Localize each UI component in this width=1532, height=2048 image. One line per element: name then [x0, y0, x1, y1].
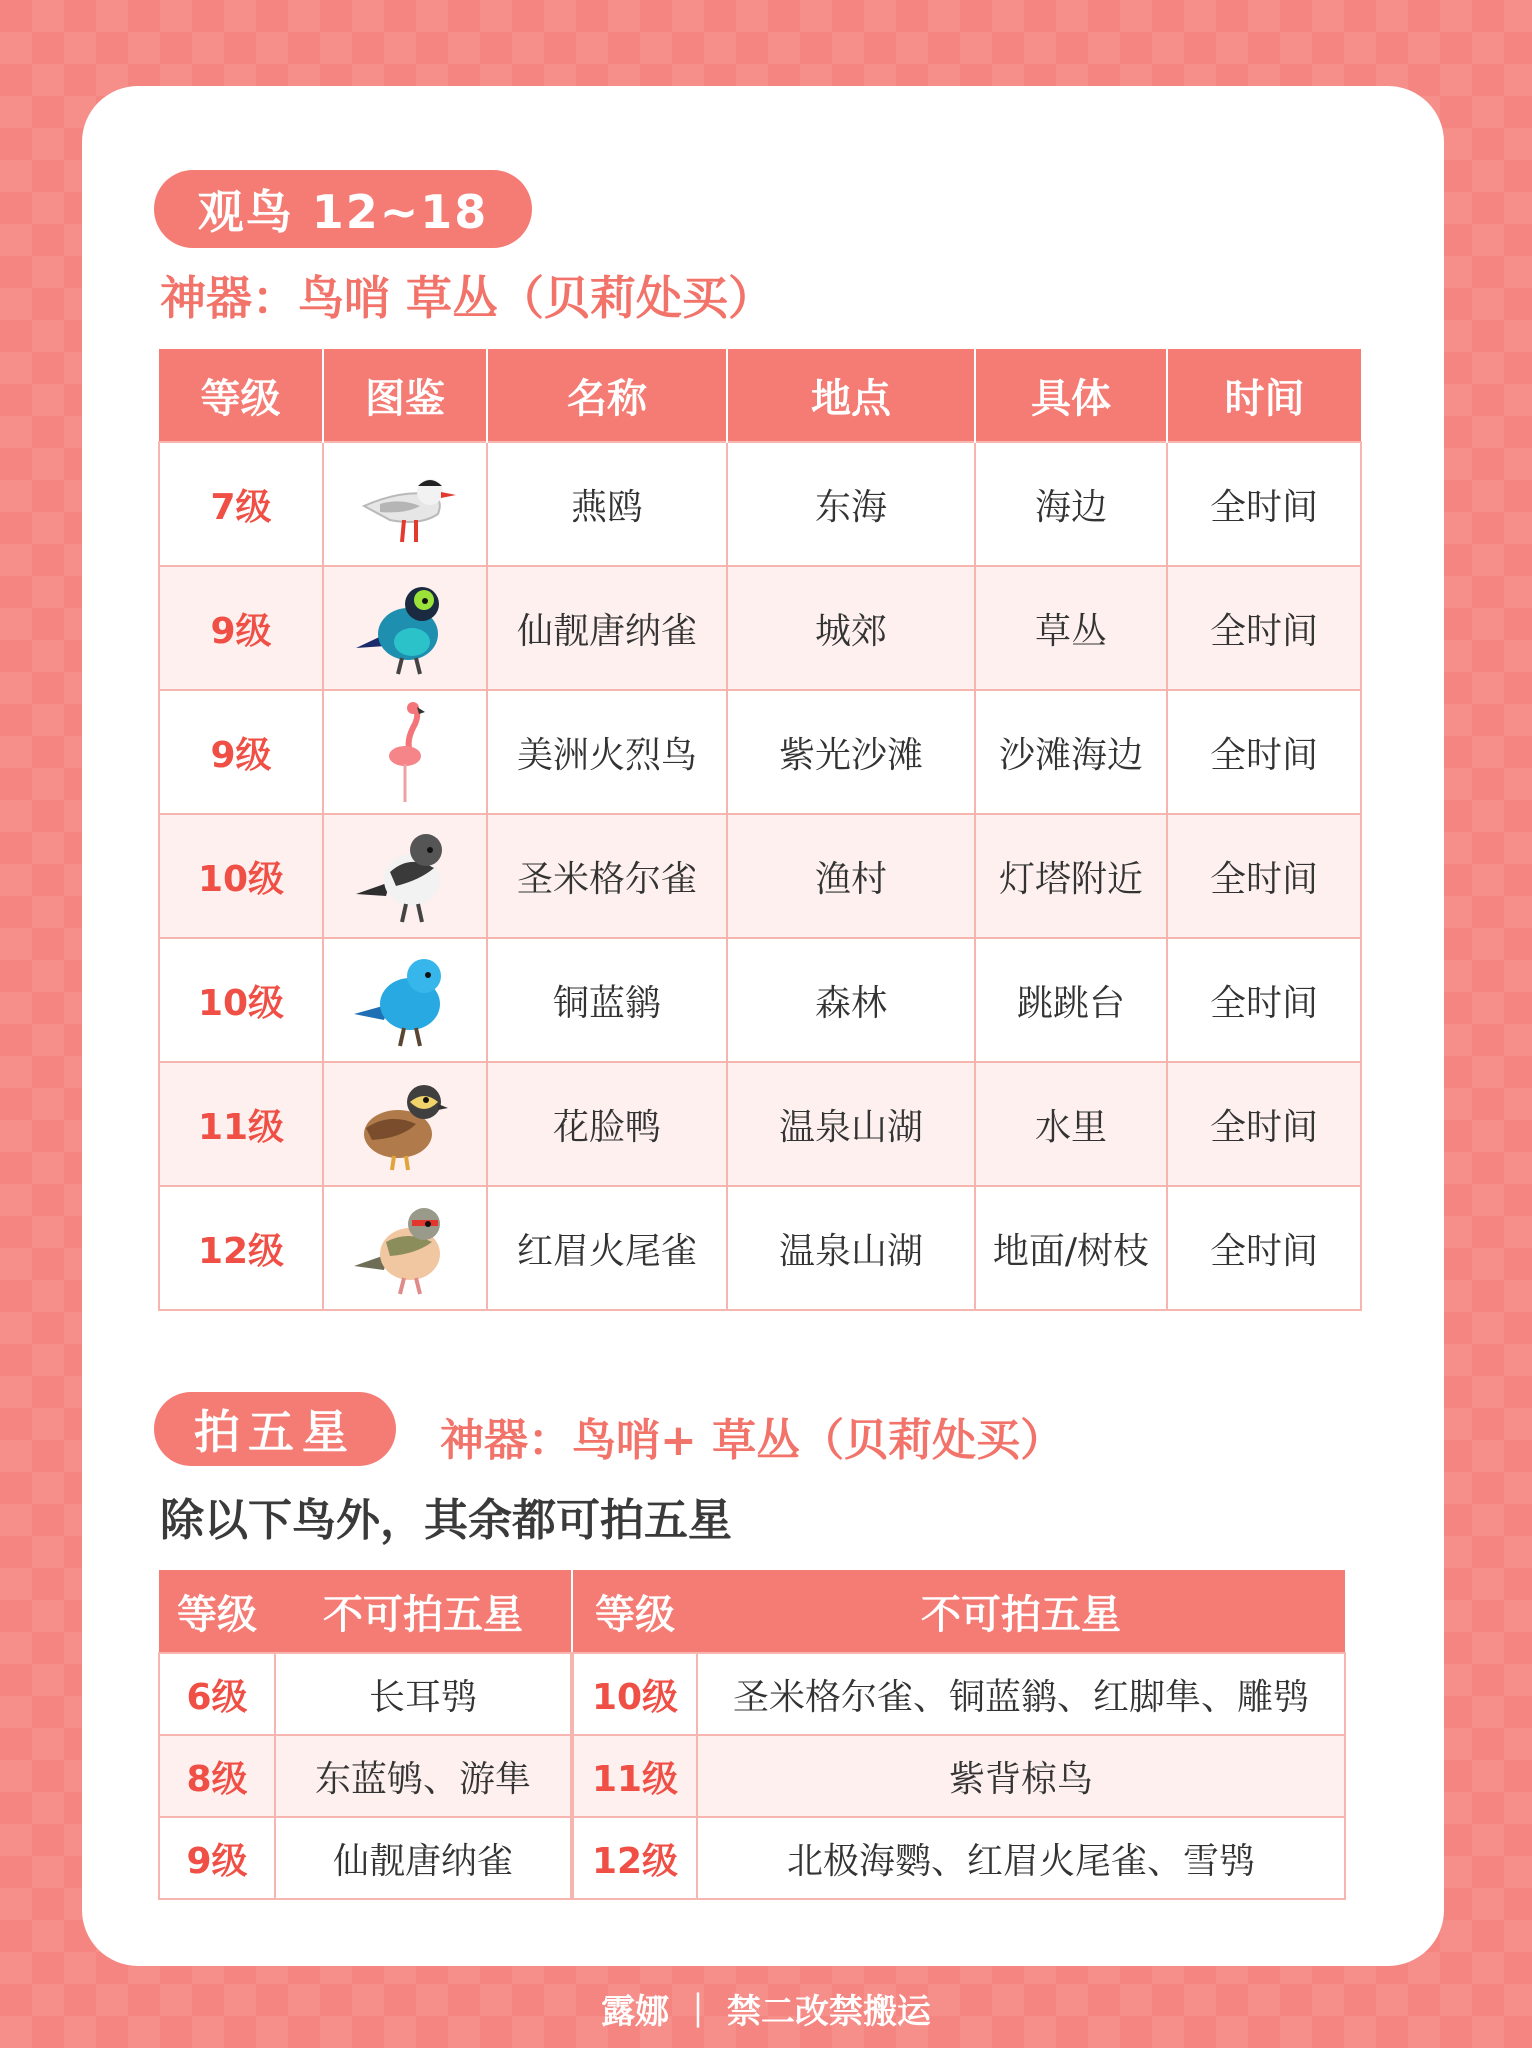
row-time: 全时间 — [1167, 442, 1361, 566]
row-level: 9级 — [159, 690, 323, 814]
row-picture — [323, 690, 487, 814]
row-picture — [323, 814, 487, 938]
row-detail: 海边 — [975, 442, 1167, 566]
row-level: 10级 — [159, 814, 323, 938]
row-birds: 仙靓唐纳雀 — [275, 1817, 571, 1899]
no-five-star-table-left — [158, 1570, 572, 1900]
row-level: 7级 — [159, 442, 323, 566]
row-level: 8级 — [159, 1735, 275, 1817]
five-star-note: 除以下鸟外，其余都可拍五星 — [160, 1495, 732, 1546]
row-time: 全时间 — [1167, 1062, 1361, 1186]
table-row — [573, 1817, 1345, 1899]
table-row — [159, 442, 1361, 566]
row-level: 10级 — [159, 938, 323, 1062]
header-picture: 图鉴 — [323, 349, 487, 442]
table-row — [159, 814, 1361, 938]
table-row — [159, 566, 1361, 690]
table-row — [159, 1062, 1361, 1186]
row-level: 10级 — [573, 1653, 697, 1735]
row-level: 12级 — [573, 1817, 697, 1899]
tern-icon — [350, 454, 460, 554]
baikal-teal-icon — [350, 1072, 460, 1176]
artifact-note-2: 神器：鸟哨+ 草丛（贝莉处买） — [440, 1415, 1065, 1466]
row-detail: 沙滩海边 — [975, 690, 1167, 814]
row-place: 温泉山湖 — [727, 1062, 975, 1186]
row-detail: 水里 — [975, 1062, 1167, 1186]
no-five-star-table-right — [572, 1570, 1346, 1900]
row-place: 东海 — [727, 442, 975, 566]
row-detail: 跳跳台 — [975, 938, 1167, 1062]
artifact-note: 神器：鸟哨 草丛（贝莉处买） — [160, 271, 775, 325]
table-row — [573, 1653, 1345, 1735]
table-row — [159, 1653, 571, 1735]
row-place: 温泉山湖 — [727, 1186, 975, 1310]
table-row — [159, 1735, 571, 1817]
header-birds: 不可拍五星 — [697, 1570, 1345, 1653]
header-detail: 具体 — [975, 349, 1167, 442]
table-row — [159, 1186, 1361, 1310]
tanager-icon — [350, 576, 460, 680]
row-detail: 灯塔附近 — [975, 814, 1167, 938]
row-picture — [323, 1186, 487, 1310]
table-header-row — [573, 1570, 1345, 1653]
row-level: 11级 — [159, 1062, 323, 1186]
footer-credit: 露娜 ｜ 禁二改禁搬运 — [601, 1992, 931, 2032]
row-picture — [323, 1062, 487, 1186]
row-time: 全时间 — [1167, 690, 1361, 814]
row-name: 花脸鸭 — [487, 1062, 727, 1186]
row-level: 6级 — [159, 1653, 275, 1735]
row-picture — [323, 442, 487, 566]
section-badge-five-star: 拍五星 — [154, 1392, 396, 1466]
flamingo-icon — [375, 698, 435, 806]
row-birds: 紫背椋鸟 — [697, 1735, 1345, 1817]
header-level: 等级 — [159, 349, 323, 442]
row-name: 仙靓唐纳雀 — [487, 566, 727, 690]
birdwatch-table — [158, 349, 1362, 1311]
table-header-row — [159, 349, 1361, 442]
row-time: 全时间 — [1167, 1186, 1361, 1310]
row-level: 12级 — [159, 1186, 323, 1310]
table-row — [159, 690, 1361, 814]
header-name: 名称 — [487, 349, 727, 442]
table-row — [159, 1817, 571, 1899]
row-place: 渔村 — [727, 814, 975, 938]
header-birds: 不可拍五星 — [275, 1570, 571, 1653]
row-time: 全时间 — [1167, 938, 1361, 1062]
row-birds: 长耳鸮 — [275, 1653, 571, 1735]
row-level: 11级 — [573, 1735, 697, 1817]
row-birds: 北极海鹦、红眉火尾雀、雪鸮 — [697, 1817, 1345, 1899]
header-level: 等级 — [159, 1570, 275, 1653]
row-place: 紫光沙滩 — [727, 690, 975, 814]
row-time: 全时间 — [1167, 566, 1361, 690]
section-badge-birdwatching: 观鸟 12~18 — [154, 170, 532, 248]
row-picture — [323, 938, 487, 1062]
table-header-row — [159, 1570, 571, 1653]
header-place: 地点 — [727, 349, 975, 442]
row-detail: 草丛 — [975, 566, 1167, 690]
row-name: 燕鸥 — [487, 442, 727, 566]
row-detail: 地面/树枝 — [975, 1186, 1167, 1310]
sao-miguel-finch-icon — [350, 824, 460, 928]
verditer-flycatcher-icon — [350, 948, 460, 1052]
row-birds: 东蓝鸲、游隼 — [275, 1735, 571, 1817]
table-row — [159, 938, 1361, 1062]
row-place: 城郊 — [727, 566, 975, 690]
row-time: 全时间 — [1167, 814, 1361, 938]
row-birds: 圣米格尔雀、铜蓝鹟、红脚隼、雕鸮 — [697, 1653, 1345, 1735]
row-level: 9级 — [159, 566, 323, 690]
red-browed-finch-icon — [350, 1196, 460, 1300]
row-name: 圣米格尔雀 — [487, 814, 727, 938]
row-name: 红眉火尾雀 — [487, 1186, 727, 1310]
header-level: 等级 — [573, 1570, 697, 1653]
row-name: 美洲火烈鸟 — [487, 690, 727, 814]
row-place: 森林 — [727, 938, 975, 1062]
table-row — [573, 1735, 1345, 1817]
row-picture — [323, 566, 487, 690]
row-level: 9级 — [159, 1817, 275, 1899]
row-name: 铜蓝鹟 — [487, 938, 727, 1062]
header-time: 时间 — [1167, 349, 1361, 442]
